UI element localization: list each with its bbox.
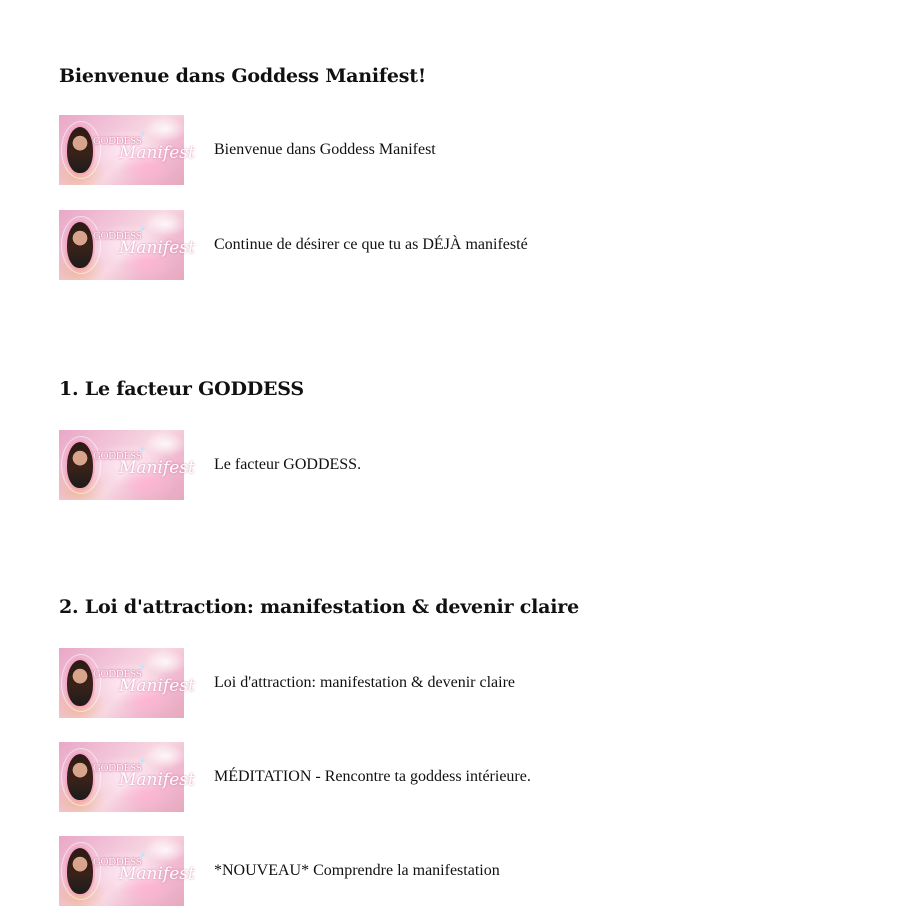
lesson-item[interactable] (59, 209, 879, 280)
lesson-title[interactable]: MÉDITATION - Rencontre ta goddess intérieure. (214, 767, 531, 785)
thumbnail-portrait (67, 754, 93, 800)
lesson-title[interactable]: Bienvenue dans Goddess Manifest (214, 140, 436, 158)
section-law-of-attraction (59, 595, 879, 884)
section-title: 1. Le facteur GODDESS (59, 378, 304, 400)
lesson-thumbnail[interactable] (59, 648, 195, 718)
section-goddess-factor (59, 377, 879, 478)
thumbnail-logo-script: Manifest (119, 769, 195, 790)
section-title: Bienvenue dans Goddess Manifest! (59, 65, 426, 87)
lesson-title[interactable]: *NOUVEAU* Comprendre la manifestation (214, 861, 500, 879)
lesson-thumbnail[interactable] (59, 210, 195, 280)
thumbnail-logo-top: GODDESS (93, 855, 142, 868)
thumbnail-logo-top: GODDESS (93, 229, 142, 242)
thumbnail-logo-top: GODDESS (93, 761, 142, 774)
sparkle-icon: ✦ (139, 443, 147, 454)
thumbnail-logo-top: GODDESS (93, 667, 142, 680)
lesson-thumbnail[interactable] (59, 430, 195, 500)
sparkle-icon: ✦ (139, 755, 147, 766)
thumbnail-logo-top: GODDESS (93, 134, 142, 147)
thumbnail-logo-script: Manifest (119, 675, 195, 696)
lesson-item[interactable] (59, 647, 879, 718)
thumbnail-portrait (67, 848, 93, 894)
sparkle-icon: ✦ (139, 849, 147, 860)
lesson-thumbnail[interactable] (59, 742, 195, 812)
section-title: 2. Loi d'attraction: manifestation & devenir claire (59, 596, 580, 618)
sparkle-icon: ✦ (139, 223, 147, 234)
thumbnail-logo-script: Manifest (119, 863, 195, 884)
thumbnail-portrait (67, 222, 93, 268)
thumbnail-portrait (67, 660, 93, 706)
lesson-title[interactable]: Continue de désirer ce que tu as DÉJÀ manifesté (214, 235, 528, 253)
lesson-item[interactable] (59, 114, 879, 185)
lesson-thumbnail[interactable] (59, 836, 195, 906)
lesson-item[interactable] (59, 429, 879, 500)
thumbnail-portrait (67, 442, 93, 488)
thumbnail-logo-top: GODDESS (93, 449, 142, 462)
thumbnail-portrait (67, 127, 93, 173)
lesson-title[interactable]: Le facteur GODDESS. (214, 455, 362, 473)
thumbnail-logo-script: Manifest (119, 237, 195, 258)
sparkle-icon: ✦ (139, 661, 147, 672)
sparkle-icon: ✦ (139, 128, 147, 139)
thumbnail-logo-script: Manifest (119, 457, 195, 478)
thumbnail-logo-script: Manifest (119, 142, 195, 163)
section-welcome (59, 64, 879, 258)
lesson-item[interactable] (59, 835, 879, 906)
lesson-item[interactable] (59, 741, 879, 812)
lesson-thumbnail[interactable] (59, 115, 195, 185)
lesson-title[interactable]: Loi d'attraction: manifestation & devenir claire (214, 673, 515, 691)
